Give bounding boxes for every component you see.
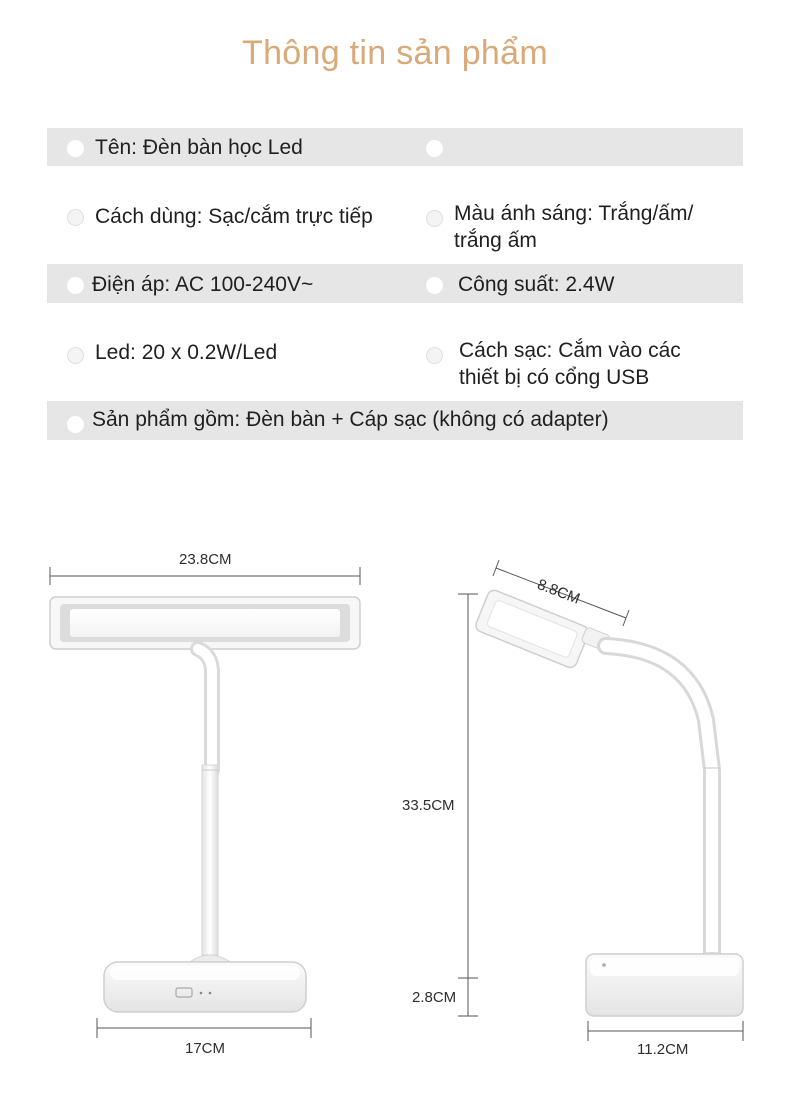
spec-voltage-text: Điện áp: AC 100-240V~ [92, 273, 314, 296]
page-title: Thông tin sản phẩm [242, 34, 548, 72]
base-depth-label: 11.2CM [637, 1041, 689, 1058]
spec-light-color-line1: Màu ánh sáng: Trắng/ấm/ [454, 202, 694, 225]
height-dimension [458, 594, 478, 1016]
head-width-dimension [50, 567, 360, 585]
indicator-dot-icon [602, 963, 606, 967]
front-view-lamp [50, 567, 360, 1038]
spec-charging-line2: thiết bị có cổng USB [459, 366, 650, 389]
head-depth-label: 8.8CM [534, 576, 583, 608]
spec-usage-text: Cách dùng: Sạc/cắm trực tiếp [95, 205, 373, 228]
indicator-dot-icon [200, 992, 203, 995]
base-width-label: 17CM [185, 1040, 226, 1057]
lamp-light-panel [70, 609, 340, 637]
spec-power-text: Công suất: 2.4W [458, 273, 615, 296]
lamp-stem [202, 765, 218, 955]
spec-led-text: Led: 20 x 0.2W/Led [95, 341, 278, 364]
side-view-lamp [458, 560, 743, 1041]
base-depth-dimension [588, 1021, 743, 1041]
spec-name-text: Tên: Đèn bàn học Led [95, 136, 303, 159]
spec-light-color-line2: trắng ấm [454, 229, 537, 252]
head-width-label: 23.8CM [179, 551, 232, 568]
indicator-dot-icon [209, 992, 212, 995]
spec-charging-line1: Cách sạc: Cắm vào các [459, 339, 681, 362]
spec-package-text: Sản phẩm gồm: Đèn bàn + Cáp sạc (không có adapter) [92, 408, 609, 431]
base-height-label: 2.8CM [412, 989, 457, 1006]
height-label: 33.5CM [402, 797, 455, 814]
base-width-dimension [97, 1018, 311, 1038]
